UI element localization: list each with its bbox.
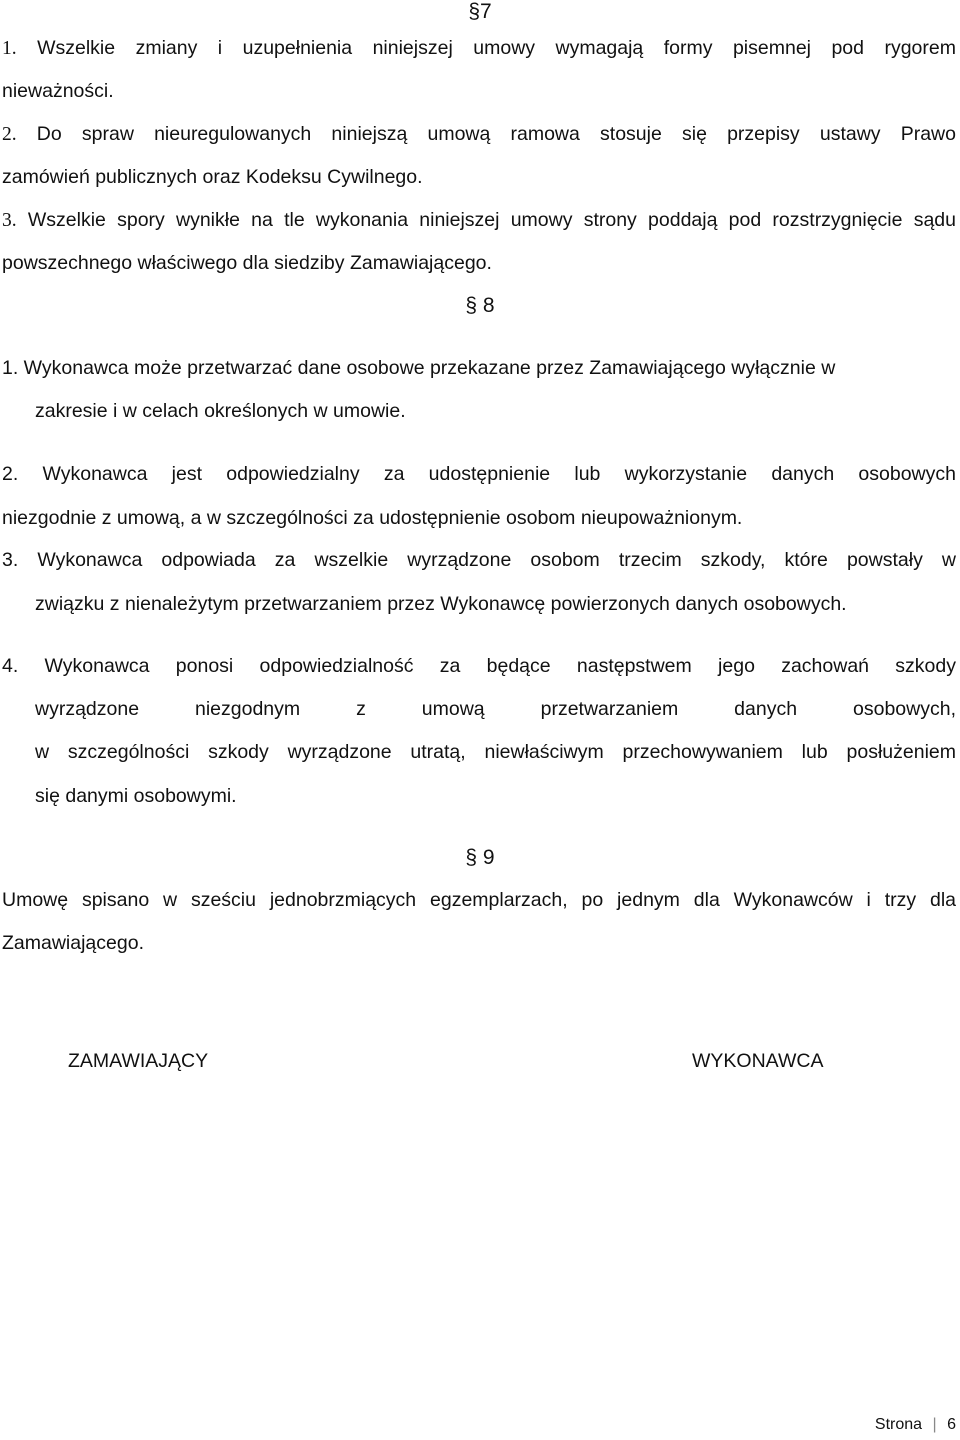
s7-p1-line1 [2, 36, 956, 61]
s7-p1-number: 1. [2, 38, 17, 59]
s8-p1-line1: 1. Wykonawca może przetwarzać dane osobowe przekazane przez Zamawiającego wyłącznie w [2, 357, 836, 379]
s7-p2-text: Do spraw nieuregulowanych niniejszą umową ramowa stosuje się przepisy ustawy Prawo [36, 123, 956, 145]
s8-p4-line2: wyrządzone niezgodnym z umową przetwarzaniem danych osobowych, [35, 698, 956, 720]
s7-p3-number: 3. [2, 210, 17, 231]
s8-p2-line2: niezgodnie z umową, a w szczególności za udostępnienie osobom nieupoważnionym. [2, 507, 743, 529]
s8-p4-line3: w szczególności szkody wyrządzone utratą, niewłaściwym przechowywaniem lub posłużeniem [35, 741, 956, 763]
s8-p2-line1: 2. Wykonawca jest odpowiedzialny za udostępnienie lub wykorzystanie danych osobowych [2, 463, 956, 485]
section-8-heading: § 8 [465, 294, 495, 317]
section-7-heading: §7 [468, 0, 492, 23]
s7-p1-line2: nieważności. [2, 80, 114, 102]
footer-page-number: 6 [947, 1416, 956, 1433]
s7-p2-line1 [2, 122, 956, 147]
signature-zamawiajacy: ZAMAWIAJĄCY [68, 1050, 209, 1072]
s8-p4-line4: się danymi osobowymi. [35, 785, 237, 807]
s9-p1-line2: Zamawiającego. [2, 932, 144, 954]
section-9-heading: § 9 [465, 846, 495, 869]
footer-page-label: Strona [874, 1416, 923, 1433]
s7-p3-line2: powszechnego właściwego dla siedziby Zamawiającego. [2, 252, 492, 274]
s8-p3-line2: związku z nienależytym przetwarzaniem przez Wykonawcę powierzonych danych osobowych. [35, 593, 847, 615]
s8-p1-line2: zakresie i w celach określonych w umowie. [35, 400, 406, 422]
s7-p2-number: 2. [2, 124, 17, 145]
page-footer [875, 1416, 956, 1434]
s8-p3-line1: 3. Wykonawca odpowiada za wszelkie wyrządzone osobom trzecim szkody, które powstały w [2, 549, 956, 571]
s8-p4-line1: 4. Wykonawca ponosi odpowiedzialność za będące następstwem jego zachowań szkody [2, 655, 956, 677]
s9-p1-line1: Umowę spisano w sześciu jednobrzmiących egzemplarzach, po jednym dla Wykonawców i trzy dla [2, 889, 956, 911]
s7-p3-line1 [2, 208, 956, 233]
s7-p1-text: Wszelkie zmiany i uzupełnienia niniejszej umowy wymagają formy pisemnej pod rygorem [37, 37, 956, 59]
s7-p2-line2: zamówień publicznych oraz Kodeksu Cywilnego. [2, 166, 423, 188]
signature-wykonawca: WYKONAWCA [692, 1050, 824, 1072]
s7-p3-text: Wszelkie spory wynikłe na tle wykonania niniejszej umowy strony poddają pod rozstrzygnięcie sądu [27, 209, 956, 231]
footer-separator: | [932, 1416, 937, 1433]
